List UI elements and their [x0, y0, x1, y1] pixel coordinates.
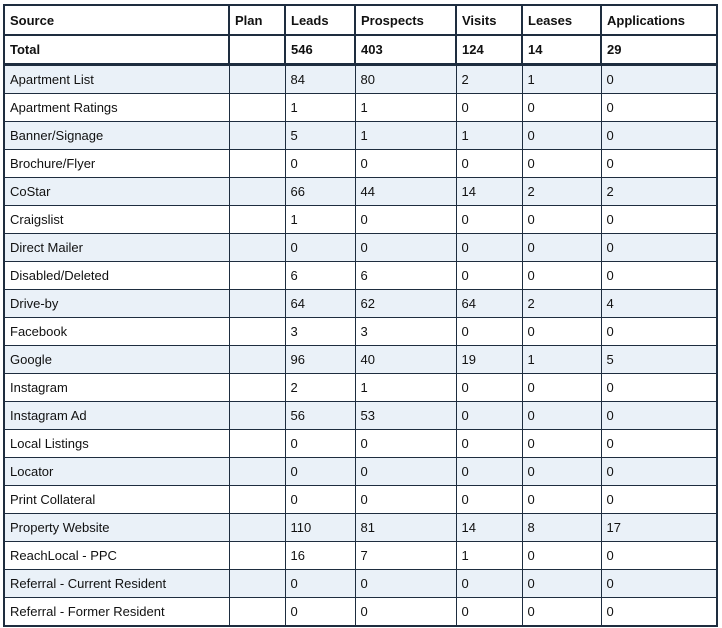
- table-row: [4, 178, 717, 206]
- header-row: [4, 5, 717, 35]
- leases-cell: 2: [522, 178, 601, 206]
- visits-cell: 0: [456, 570, 522, 598]
- prospects-cell: 53: [355, 402, 456, 430]
- visits-cell: 0: [456, 430, 522, 458]
- leads-cell: 110: [285, 514, 355, 542]
- visits-cell: 0: [456, 206, 522, 234]
- plan-cell: [229, 514, 285, 542]
- table-row: [4, 598, 717, 627]
- prospects-cell: 0: [355, 458, 456, 486]
- applications-cell: 17: [601, 514, 717, 542]
- leads-cell: 0: [285, 486, 355, 514]
- applications-cell: 0: [601, 94, 717, 122]
- leads-cell: 6: [285, 262, 355, 290]
- plan-cell: [229, 94, 285, 122]
- plan-cell: [229, 402, 285, 430]
- plan-cell: [229, 542, 285, 570]
- header-leases: Leases: [522, 5, 601, 35]
- leases-cell: 0: [522, 542, 601, 570]
- applications-cell: 0: [601, 430, 717, 458]
- total-row: [4, 35, 717, 65]
- leads-cell: 0: [285, 458, 355, 486]
- leads-cell: 0: [285, 598, 355, 627]
- leases-cell: 0: [522, 150, 601, 178]
- applications-cell: 0: [601, 570, 717, 598]
- visits-cell: 0: [456, 402, 522, 430]
- header-source: Source: [4, 5, 229, 35]
- leads-cell: 0: [285, 234, 355, 262]
- source-cell: CoStar: [4, 178, 229, 206]
- plan-cell: [229, 206, 285, 234]
- table-row: [4, 486, 717, 514]
- table-row: [4, 262, 717, 290]
- leads-cell: 16: [285, 542, 355, 570]
- table-row: [4, 402, 717, 430]
- prospects-cell: 1: [355, 122, 456, 150]
- applications-cell: 0: [601, 122, 717, 150]
- leases-cell: 0: [522, 318, 601, 346]
- applications-cell: 2: [601, 178, 717, 206]
- leads-cell: 1: [285, 94, 355, 122]
- visits-cell: 0: [456, 458, 522, 486]
- leases-cell: 0: [522, 94, 601, 122]
- total-label: Total: [4, 35, 229, 65]
- source-rows: [4, 65, 717, 627]
- table-row: [4, 570, 717, 598]
- plan-cell: [229, 486, 285, 514]
- visits-cell: 2: [456, 65, 522, 94]
- leases-cell: 0: [522, 458, 601, 486]
- leases-cell: 0: [522, 598, 601, 627]
- table-row: [4, 542, 717, 570]
- leases-cell: 1: [522, 65, 601, 94]
- plan-cell: [229, 318, 285, 346]
- visits-cell: 0: [456, 262, 522, 290]
- prospects-cell: 0: [355, 206, 456, 234]
- table-row: [4, 458, 717, 486]
- header-plan: Plan: [229, 5, 285, 35]
- leases-cell: 0: [522, 402, 601, 430]
- total-leases: 14: [522, 35, 601, 65]
- leads-cell: 2: [285, 374, 355, 402]
- source-cell: Apartment Ratings: [4, 94, 229, 122]
- source-cell: Instagram: [4, 374, 229, 402]
- leads-cell: 1: [285, 206, 355, 234]
- lead-source-report: [3, 4, 718, 627]
- prospects-cell: 0: [355, 150, 456, 178]
- source-cell: Referral - Former Resident: [4, 598, 229, 627]
- table-row: [4, 206, 717, 234]
- applications-cell: 0: [601, 402, 717, 430]
- table-row: [4, 514, 717, 542]
- table-row: [4, 94, 717, 122]
- table-row: [4, 290, 717, 318]
- visits-cell: 0: [456, 234, 522, 262]
- source-cell: Facebook: [4, 318, 229, 346]
- applications-cell: 0: [601, 458, 717, 486]
- prospects-cell: 1: [355, 374, 456, 402]
- prospects-cell: 0: [355, 486, 456, 514]
- table-row: [4, 374, 717, 402]
- total-prospects: 403: [355, 35, 456, 65]
- leases-cell: 1: [522, 346, 601, 374]
- header-visits: Visits: [456, 5, 522, 35]
- visits-cell: 0: [456, 318, 522, 346]
- source-cell: Referral - Current Resident: [4, 570, 229, 598]
- table-row: [4, 150, 717, 178]
- source-cell: Craigslist: [4, 206, 229, 234]
- plan-cell: [229, 598, 285, 627]
- source-cell: Disabled/Deleted: [4, 262, 229, 290]
- source-cell: Print Collateral: [4, 486, 229, 514]
- source-cell: Direct Mailer: [4, 234, 229, 262]
- table-row: [4, 234, 717, 262]
- header-leads: Leads: [285, 5, 355, 35]
- visits-cell: 0: [456, 486, 522, 514]
- prospects-cell: 0: [355, 234, 456, 262]
- visits-cell: 0: [456, 94, 522, 122]
- visits-cell: 0: [456, 150, 522, 178]
- leases-cell: 0: [522, 234, 601, 262]
- leases-cell: 0: [522, 206, 601, 234]
- total-plan: [229, 35, 285, 65]
- source-cell: Drive-by: [4, 290, 229, 318]
- prospects-cell: 40: [355, 346, 456, 374]
- prospects-cell: 0: [355, 598, 456, 627]
- applications-cell: 0: [601, 374, 717, 402]
- applications-cell: 0: [601, 65, 717, 94]
- prospects-cell: 7: [355, 542, 456, 570]
- lead-source-table: [3, 4, 718, 627]
- prospects-cell: 62: [355, 290, 456, 318]
- leads-cell: 64: [285, 290, 355, 318]
- plan-cell: [229, 65, 285, 94]
- leases-cell: 0: [522, 374, 601, 402]
- visits-cell: 19: [456, 346, 522, 374]
- visits-cell: 14: [456, 514, 522, 542]
- applications-cell: 0: [601, 542, 717, 570]
- plan-cell: [229, 430, 285, 458]
- prospects-cell: 44: [355, 178, 456, 206]
- leases-cell: 0: [522, 430, 601, 458]
- source-cell: Apartment List: [4, 65, 229, 94]
- plan-cell: [229, 234, 285, 262]
- source-cell: Brochure/Flyer: [4, 150, 229, 178]
- plan-cell: [229, 290, 285, 318]
- applications-cell: 0: [601, 598, 717, 627]
- source-cell: Property Website: [4, 514, 229, 542]
- table-row: [4, 346, 717, 374]
- visits-cell: 1: [456, 542, 522, 570]
- leads-cell: 66: [285, 178, 355, 206]
- applications-cell: 0: [601, 486, 717, 514]
- total-visits: 124: [456, 35, 522, 65]
- plan-cell: [229, 122, 285, 150]
- applications-cell: 5: [601, 346, 717, 374]
- visits-cell: 64: [456, 290, 522, 318]
- applications-cell: 4: [601, 290, 717, 318]
- leads-cell: 0: [285, 430, 355, 458]
- prospects-cell: 0: [355, 430, 456, 458]
- source-cell: Local Listings: [4, 430, 229, 458]
- header-prospects: Prospects: [355, 5, 456, 35]
- source-cell: Locator: [4, 458, 229, 486]
- leads-cell: 0: [285, 570, 355, 598]
- leases-cell: 0: [522, 262, 601, 290]
- leads-cell: 0: [285, 150, 355, 178]
- applications-cell: 0: [601, 234, 717, 262]
- source-cell: Instagram Ad: [4, 402, 229, 430]
- applications-cell: 0: [601, 150, 717, 178]
- total-applications: 29: [601, 35, 717, 65]
- leads-cell: 5: [285, 122, 355, 150]
- visits-cell: 0: [456, 598, 522, 627]
- source-cell: Banner/Signage: [4, 122, 229, 150]
- source-cell: Google: [4, 346, 229, 374]
- prospects-cell: 0: [355, 570, 456, 598]
- leases-cell: 0: [522, 122, 601, 150]
- prospects-cell: 1: [355, 94, 456, 122]
- prospects-cell: 6: [355, 262, 456, 290]
- plan-cell: [229, 262, 285, 290]
- plan-cell: [229, 374, 285, 402]
- visits-cell: 0: [456, 374, 522, 402]
- visits-cell: 1: [456, 122, 522, 150]
- leases-cell: 2: [522, 290, 601, 318]
- total-leads: 546: [285, 35, 355, 65]
- visits-cell: 14: [456, 178, 522, 206]
- leads-cell: 3: [285, 318, 355, 346]
- leads-cell: 96: [285, 346, 355, 374]
- plan-cell: [229, 178, 285, 206]
- plan-cell: [229, 458, 285, 486]
- prospects-cell: 81: [355, 514, 456, 542]
- table-row: [4, 430, 717, 458]
- applications-cell: 0: [601, 318, 717, 346]
- table-row: [4, 318, 717, 346]
- source-cell: ReachLocal - PPC: [4, 542, 229, 570]
- header-applications: Applications: [601, 5, 717, 35]
- leases-cell: 0: [522, 570, 601, 598]
- table-row: [4, 122, 717, 150]
- applications-cell: 0: [601, 262, 717, 290]
- leads-cell: 56: [285, 402, 355, 430]
- leases-cell: 8: [522, 514, 601, 542]
- table-row: [4, 65, 717, 94]
- plan-cell: [229, 150, 285, 178]
- applications-cell: 0: [601, 206, 717, 234]
- plan-cell: [229, 346, 285, 374]
- leases-cell: 0: [522, 486, 601, 514]
- prospects-cell: 80: [355, 65, 456, 94]
- leads-cell: 84: [285, 65, 355, 94]
- plan-cell: [229, 570, 285, 598]
- prospects-cell: 3: [355, 318, 456, 346]
